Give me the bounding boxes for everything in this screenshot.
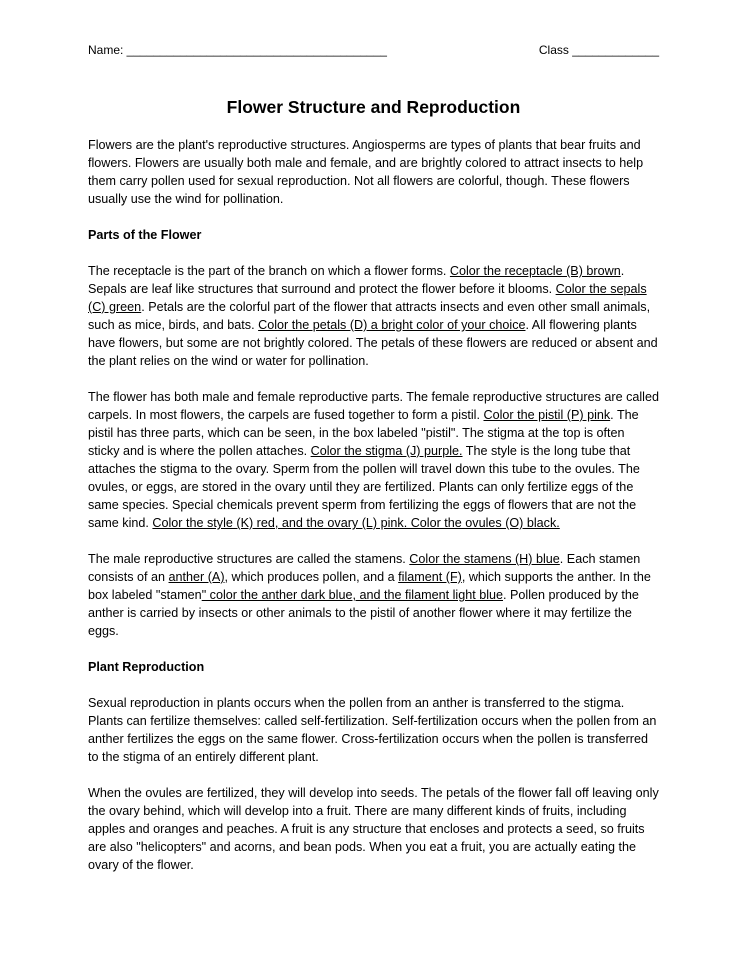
intro-paragraph: Flowers are the plant's reproductive structures. Angiosperms are types of plants that bear fruits and flowers. Flowers are usually both male and female, and are brightly colored to attract insects to help them carry pollen used for sexual reproduction. Not all flowers are colorful, though. These flowers usually use the wind for pollination. (88, 138, 644, 206)
term-anther: anther (A) (168, 570, 225, 584)
term-filament: filament (F) (398, 570, 462, 584)
class-field-label: Class _____________ (538, 43, 659, 57)
reproduction-paragraph: Sexual reproduction in plants occurs when the pollen from an anther is transferred to the stigma. Plants can fertilize themselves: called self-fertilization. Self-fertilization occurs when the pollen from an anther fertilizes the eggs on the same flower. Cross-fertilization occurs when the pollen is transferred to the stigma of an entirely different plant. (88, 696, 657, 764)
text-segment: The male reproductive structures are called the stamens. (88, 552, 410, 566)
text-segment: , which supports the anther. In the box labeled "stamen (88, 570, 651, 602)
text-segment: The receptacle is the part of the branch on which a flower forms. (88, 264, 450, 278)
text-segment: . The pistil has three parts, which can be seen, in the box labeled "pistil". The stigma at the top is often sticky and is where the pollen attaches. (88, 408, 639, 458)
page-title: Flower Structure and Reproduction (226, 97, 521, 117)
instruction-stamens: Color the stamens (H) blue (409, 552, 560, 566)
text-segment: . Each stamen consists of an (88, 552, 641, 584)
name-field-label: Name: _______________________________________ (88, 43, 387, 57)
instruction-style-ovary-ovules: Color the style (K) red, and the ovary (L) pink. Color the ovules (O) black. (152, 516, 560, 530)
header-row (88, 42, 659, 58)
section-heading-parts: Parts of the Flower (88, 228, 202, 242)
instruction-receptacle: Color the receptacle (B) brown (449, 264, 621, 278)
text-segment: . Petals are the colorful part of the flower that attracts insects and even other small animals, such as mice, birds, and bats. (88, 300, 651, 332)
carpels-paragraph (88, 388, 659, 532)
stamens-paragraph (88, 550, 659, 640)
text-segment: , which produces pollen, and a (224, 570, 399, 584)
instruction-petals: Color the petals (D) a bright color of your choice (258, 318, 526, 332)
instruction-anther-filament: " color the anther dark blue, and the filament light blue (201, 588, 504, 602)
instruction-sepals: Color the sepals (C) green (88, 282, 647, 314)
instruction-pistil: Color the pistil (P) pink (483, 408, 611, 422)
text-segment: The flower has both male and female reproductive parts. The female reproductive structures are called carpels. In most flowers, the carpels are fused together to form a pistil. (88, 390, 659, 422)
fruits-paragraph: When the ovules are fertilized, they will develop into seeds. The petals of the flower fall off leaving only the ovary behind, which will develop into a fruit. There are many different kinds of fruits, including apples and oranges and peaches. A fruit is any structure that encloses and protects a seed, so fruits are also "helicopters" and acorns, and bean pods. When you eat a fruit, you are actually eating the ovary of the flower. (88, 786, 659, 872)
text-segment: . Pollen produced by the anther is carried by insects or other animals to the pistil of another flower where it may fertilize the eggs. (88, 588, 639, 638)
text-segment: The style is the long tube that attaches the stigma to the ovary. Sperm from the pollen will travel down this tube to the ovules. The ovules, or eggs, are stored in the ovary until they are fertilized. Plants can only fertilize eggs of the same species. Special chemicals prevent sperm from fertilizing the eggs of flowers that are not the same kind. (88, 444, 640, 530)
section-heading-reproduction: Plant Reproduction (88, 660, 205, 674)
text-segment: . All flowering plants have flowers, but some are not brightly colored. The petals of these flowers are reduced or absent and the plant relies on the wind or water for pollination. (88, 318, 658, 368)
text-segment: . Sepals are leaf like structures that surround and protect the flower before it blooms. (88, 264, 625, 296)
receptacle-paragraph (88, 262, 659, 370)
instruction-stigma: Color the stigma (J) purple. (310, 444, 463, 458)
